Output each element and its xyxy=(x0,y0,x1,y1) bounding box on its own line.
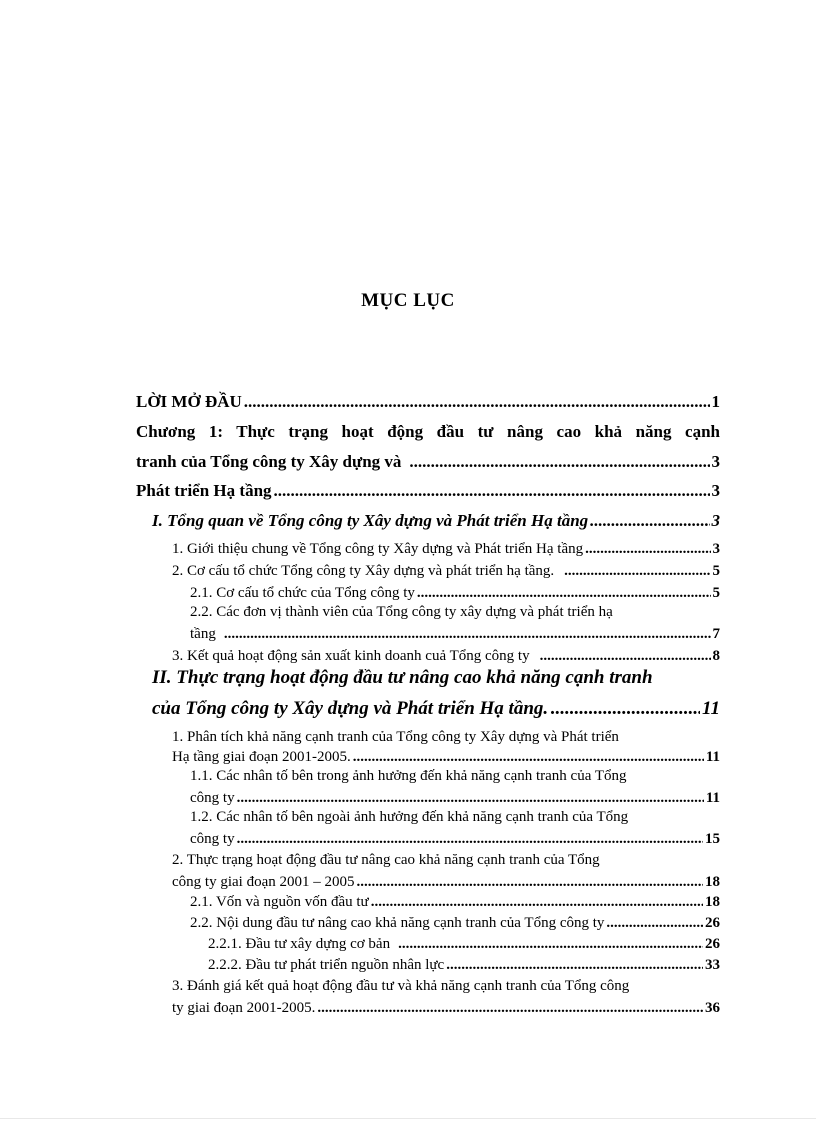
toc-entry-chapter-1-line1[interactable]: Chương 1: Thực trạng hoạt động đầu tư nâng cao khả năng cạnh xyxy=(136,422,720,441)
toc-entry-label: 2. Cơ cấu tổ chức Tổng công ty Xây dựng và phát triển hạ tầng. xyxy=(172,563,555,579)
toc-page-number: 1 xyxy=(711,392,720,411)
toc-entry-ii-1-line1[interactable]: 1. Phân tích khả năng cạnh tranh của Tổng công ty Xây dựng và Phát triển xyxy=(172,729,619,745)
toc-page-number: 8 xyxy=(712,648,720,664)
toc-entry-loi-mo-dau[interactable] xyxy=(136,392,720,412)
page-bottom-edge xyxy=(0,1118,816,1119)
toc-entry-label: công ty xyxy=(190,831,235,847)
toc-page-number: 11 xyxy=(705,749,720,765)
dot-leader xyxy=(417,585,711,602)
toc-page-number: 11 xyxy=(705,790,720,806)
dot-leader xyxy=(371,894,703,911)
toc-page-number: 3 xyxy=(712,541,720,557)
toc-entry-chapter-1-line2[interactable] xyxy=(136,452,720,472)
toc-page-number: 36 xyxy=(705,1000,720,1016)
dot-leader xyxy=(353,749,704,766)
dot-leader xyxy=(237,790,704,807)
toc-entry-2-2-line2[interactable] xyxy=(190,626,720,643)
dot-leader xyxy=(446,957,703,974)
toc-page-number: 15 xyxy=(705,831,720,847)
toc-entry-label: I. Tổng quan về Tổng công ty Xây dựng và Phát triển Hạ tầng xyxy=(152,511,589,530)
dot-leader xyxy=(409,452,709,472)
toc-entry-label: Phát triển Hạ tầng xyxy=(136,481,272,500)
toc-page-number: 3 xyxy=(711,452,720,471)
toc-entry-ii-1-2-line2[interactable] xyxy=(190,831,720,848)
toc-entry-part-2-line1[interactable]: II. Thực trạng hoạt động đầu tư nâng cao khả năng cạnh tranh xyxy=(152,667,653,688)
toc-entry-label: 2.2.2. Đầu tư phát triển nguồn nhân lực xyxy=(208,957,445,973)
dot-leader xyxy=(550,698,700,720)
toc-entry-ii-1-1-line2[interactable] xyxy=(190,790,720,807)
toc-entry-ii-2-1[interactable] xyxy=(190,894,720,911)
toc-entry-2-1[interactable] xyxy=(190,585,720,602)
dot-leader xyxy=(244,392,710,412)
toc-entry-ii-2-line2[interactable] xyxy=(172,874,720,891)
toc-entry-label: 2.2.1. Đầu tư xây dựng cơ bản xyxy=(208,936,391,952)
toc-entry-label: ty giai đoạn 2001-2005. xyxy=(172,1000,316,1016)
toc-entry-label: 2.1. Vốn và nguồn vốn đầu tư xyxy=(190,894,369,910)
toc-entry-label: công ty giai đoạn 2001 – 2005 xyxy=(172,874,355,890)
dot-leader xyxy=(564,563,710,580)
dot-leader xyxy=(237,831,703,848)
toc-entry-2-2-line1[interactable]: 2.2. Các đơn vị thành viên của Tổng công ty xây dựng và phát triển hạ xyxy=(190,604,613,620)
dot-leader xyxy=(398,936,703,953)
toc-entry-ii-3-line1[interactable]: 3. Đánh giá kết quả hoạt động đầu tư và khả năng cạnh tranh của Tổng công xyxy=(172,978,630,994)
toc-entry-2[interactable] xyxy=(172,563,720,580)
toc-entry-ii-1-1-line1[interactable]: 1.1. Các nhân tố bên trong ảnh hưởng đến khả năng cạnh tranh của Tổng xyxy=(190,768,627,784)
toc-page-number: 7 xyxy=(712,626,720,642)
toc-entry-label: tầng xyxy=(190,626,216,642)
toc-page-number: 3 xyxy=(711,511,720,530)
toc-entry-ii-1-line2[interactable] xyxy=(172,749,720,766)
toc-entry-label: Hạ tầng giai đoạn 2001-2005. xyxy=(172,749,351,765)
toc-page-number: 18 xyxy=(705,874,720,890)
toc-entry-label: 1. Giới thiệu chung về Tổng công ty Xây dựng và Phát triển Hạ tầng xyxy=(172,541,584,557)
toc-entry-part-1[interactable] xyxy=(152,511,720,531)
toc-page-number: 3 xyxy=(711,481,720,500)
dot-leader xyxy=(224,626,711,643)
toc-entry-label: 3. Kết quả hoạt động sản xuất kinh doanh cuả Tổng công ty xyxy=(172,648,530,664)
toc-entry-ii-3-line2[interactable] xyxy=(172,1000,720,1017)
dot-leader xyxy=(274,481,710,501)
toc-entry-ii-2-2[interactable] xyxy=(190,915,720,932)
toc-entry-part-2-line2[interactable] xyxy=(152,698,720,720)
toc-entry-label: 2.2. Nội dung đầu tư nâng cao khả năng cạnh tranh của Tổng công ty xyxy=(190,915,605,931)
dot-leader xyxy=(590,511,709,531)
dot-leader xyxy=(317,1000,703,1017)
toc-entry-label: LỜI MỞ ĐẦU xyxy=(136,392,242,411)
toc-page-number: 5 xyxy=(712,563,720,579)
dot-leader xyxy=(606,915,703,932)
dot-leader xyxy=(356,874,703,891)
toc-entry-ii-2-2-1[interactable] xyxy=(208,936,720,953)
page-title: MỤC LỤC xyxy=(361,290,455,311)
dot-leader xyxy=(540,648,711,665)
toc-page-number: 5 xyxy=(712,585,720,601)
toc-page-number: 33 xyxy=(705,957,720,973)
toc-entry-1[interactable] xyxy=(172,541,720,558)
toc-page-number: 11 xyxy=(702,698,720,719)
toc-page-number: 26 xyxy=(705,936,720,952)
toc-entry-ii-1-2-line1[interactable]: 1.2. Các nhân tố bên ngoài ảnh hưởng đến khả năng cạnh tranh của Tổng xyxy=(190,809,629,825)
toc-entry-ii-2-line1[interactable]: 2. Thực trạng hoạt động đầu tư nâng cao khả năng cạnh tranh của Tổng xyxy=(172,852,600,868)
toc-entry-3[interactable] xyxy=(172,648,720,665)
toc-entry-label: công ty xyxy=(190,790,235,806)
toc-entry-ii-2-2-2[interactable] xyxy=(208,957,720,974)
toc-entry-chapter-1-line3[interactable] xyxy=(136,481,720,501)
toc-entry-label: của Tổng công ty Xây dựng và Phát triển Hạ tầng. xyxy=(152,698,549,719)
toc-entry-label: tranh của Tổng công ty Xây dựng và xyxy=(136,452,402,471)
dot-leader xyxy=(585,541,710,558)
toc-entry-label: 2.1. Cơ cấu tổ chức của Tổng công ty xyxy=(190,585,415,601)
toc-page-number: 26 xyxy=(705,915,720,931)
toc-page-number: 18 xyxy=(705,894,720,910)
